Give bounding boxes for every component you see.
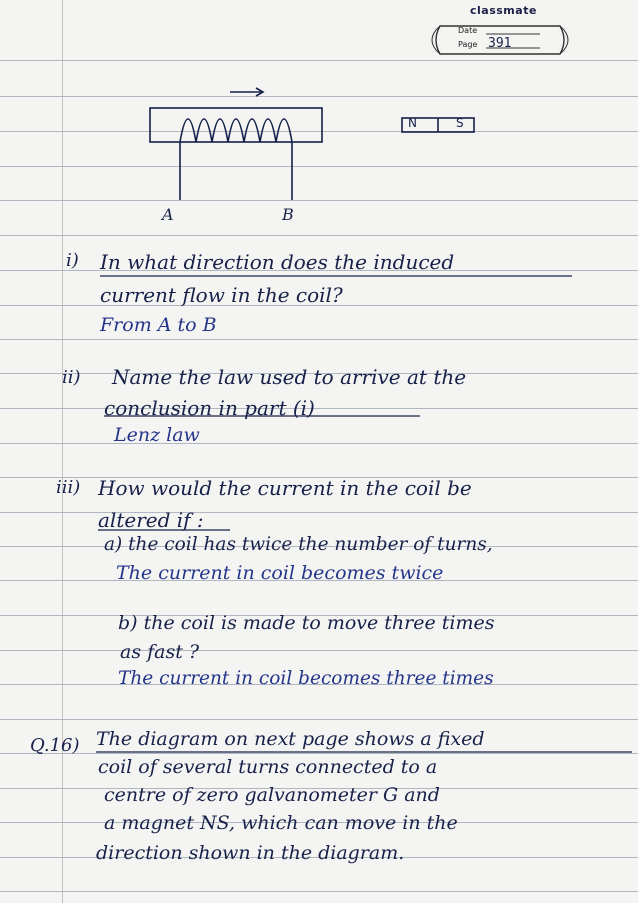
q3a-question: a) the coil has twice the number of turns, [104,534,493,555]
q16-text-line3: centre of zero galvanometer G and [104,784,440,806]
q3b-text-line2: as fast ? [120,641,200,663]
q3-text-line1: How would the current in the coil be [98,476,472,500]
q16-text-line2: coil of several turns connected to a [98,756,438,778]
date-label: Date [458,26,478,35]
q16-text-line4: a magnet NS, which can move in the [104,812,458,834]
page-label: Page [458,40,478,49]
brand-logo: classmate [470,4,537,17]
q2-number: ii) [62,367,81,388]
page-number: 391 [488,36,512,51]
q3-text-line2: altered if : [98,508,204,532]
q1-text-line1: In what direction does the induced [100,250,455,274]
q3-number: iii) [56,477,81,498]
q16-text-line1: The diagram on next page shows a fixed [96,728,485,750]
q3b-text-line1: b) the coil is made to move three times [118,612,495,634]
q16-number: Q.16) [30,735,80,756]
q16-text-line5: direction shown in the diagram. [96,842,405,864]
terminal-a-label: A [162,205,174,224]
q1-text-line2: current flow in the coil? [100,283,343,307]
q2-text-line1: Name the law used to arrive at the [112,365,467,389]
q3b-answer: The current in coil becomes three times [118,668,494,689]
q2-text-line2: conclusion in part (i) [104,396,315,420]
q1-answer: From A to B [100,314,217,336]
terminal-b-label: B [282,205,294,224]
magnet-pole-n: N [408,116,417,130]
q2-answer: Lenz law [114,424,200,446]
q1-number: i) [66,250,79,271]
q3a-answer: The current in coil becomes twice [116,562,444,584]
magnet-pole-s: S [456,116,464,130]
